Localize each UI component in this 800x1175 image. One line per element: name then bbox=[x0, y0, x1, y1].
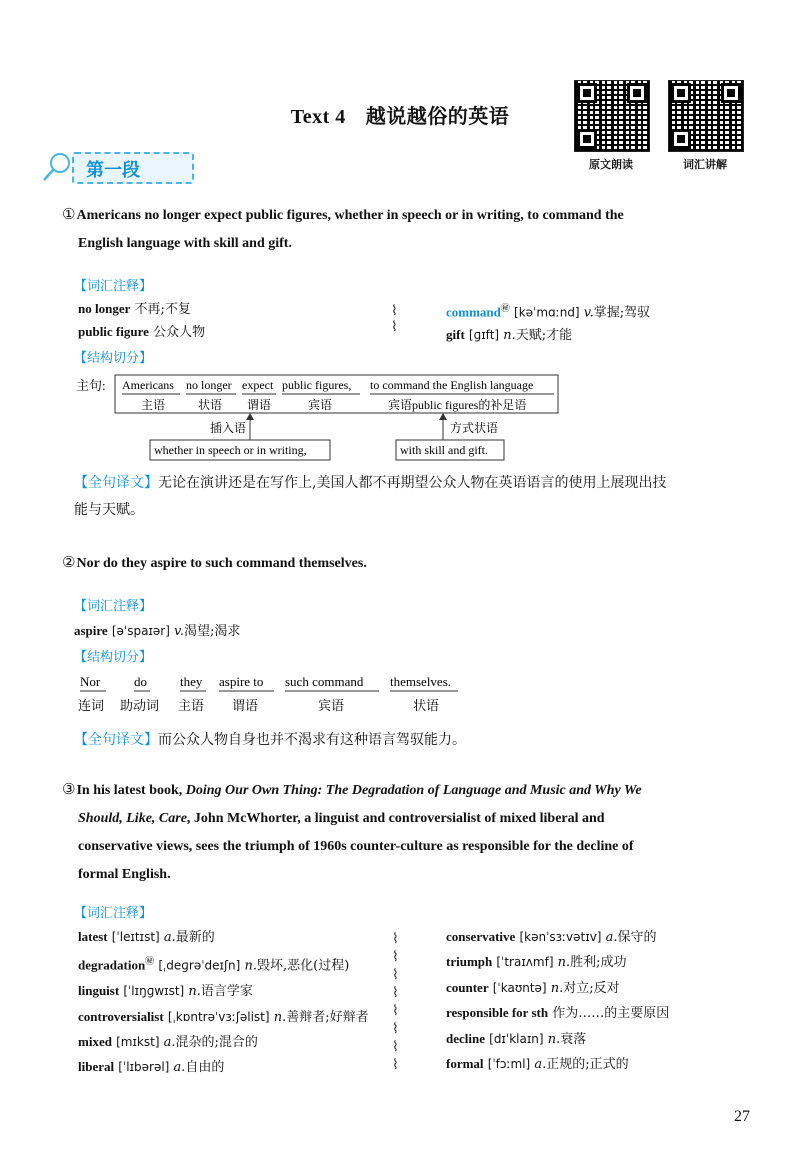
struct-role: 连词 bbox=[78, 698, 105, 713]
text-label: Text 4 bbox=[290, 106, 346, 128]
sentence-text: Americans no longer expect public figures, whether in speech or in writing, to command the bbox=[76, 208, 624, 223]
vocab-item: responsible for sth 作为……的主要原因 bbox=[446, 1005, 670, 1022]
qr-code-vocab[interactable] bbox=[668, 80, 744, 152]
vocab-item: conservative [kənˈsɜːvətɪv] a.保守的 bbox=[446, 929, 657, 945]
sentence-3 bbox=[62, 775, 748, 889]
vocab-item: formal [ˈfɔːml] a.正规的;正式的 bbox=[446, 1056, 629, 1073]
translation-1: 【全句译文】无论在演讲还是在写作上,美国人都不再期望公众人物在英语语言的使用上展现出技 能与天赋。 bbox=[74, 475, 667, 518]
vocab-item: no longer 不再;不复 bbox=[78, 301, 191, 317]
struct-word: they bbox=[180, 674, 203, 689]
qr-caption-reading: 原文朗读 bbox=[589, 158, 633, 171]
struct-role: 谓语 bbox=[247, 398, 272, 412]
struct-role: 状语 bbox=[413, 698, 440, 713]
translation-2: 【全句译文】而公众人物自身也并不渴求有这种语言驾驭能力。 bbox=[74, 732, 466, 748]
struct-role: 宾语public figures的补足语 bbox=[388, 398, 527, 412]
book-title: Doing Our Own Thing: The Degradation of Language and Music and Why We bbox=[185, 783, 642, 798]
title-text: 越说越俗的英语 bbox=[365, 104, 510, 128]
adverbial-text: with skill and gift. bbox=[400, 443, 488, 457]
sentence-2 bbox=[62, 548, 748, 578]
vocab-label: 【词汇注释】 bbox=[74, 279, 153, 294]
sentence-text: In his latest book, bbox=[76, 783, 186, 798]
struct-role: 谓语 bbox=[232, 698, 259, 713]
structure-diagram-2 bbox=[70, 670, 490, 720]
vocab-list-right bbox=[446, 298, 650, 347]
struct-word: expect bbox=[242, 378, 274, 392]
struct-role: 状语 bbox=[198, 398, 223, 412]
vocab-item: mixed [mɪkst] a.混杂的;混合的 bbox=[78, 1033, 258, 1050]
squiggle-divider: ⌇ ⌇ ⌇ ⌇ ⌇ ⌇ ⌇ ⌇ bbox=[392, 931, 399, 1073]
vocab-item: counter [ˈkaʊntə] n.对立;反对 bbox=[446, 979, 620, 996]
sentence-text: conservative views, sees the triumph of 1960s counter-culture as responsible for the decline of bbox=[78, 839, 634, 854]
vocab-item: liberal [ˈlɪbərəl] a.自由的 bbox=[78, 1059, 225, 1076]
vocab-item: triumph [ˈtraɪʌmf] n.胜利;成功 bbox=[446, 954, 627, 971]
struct-word: do bbox=[134, 674, 147, 689]
page-number: 27 bbox=[734, 1108, 750, 1125]
struct-role: 助动词 bbox=[120, 698, 160, 713]
struct-role: 宾语 bbox=[308, 398, 333, 412]
struct-word: no longer bbox=[186, 378, 232, 392]
section-tag bbox=[72, 152, 194, 184]
vocab-item: command㊙ [kəˈmɑːnd] v.掌握;驾驭 bbox=[446, 304, 651, 321]
struct-role: 主语 bbox=[178, 698, 205, 713]
vocab-item: gift [ɡɪft] n.天赋;才能 bbox=[446, 327, 573, 344]
squiggle-divider: ⌇ ⌇ bbox=[391, 303, 398, 335]
vocab-list-left bbox=[78, 925, 369, 1081]
vocab-item: linguist [ˈlɪŋɡwɪst] n.语言学家 bbox=[78, 983, 253, 1000]
adverbial-label: 方式状语 bbox=[450, 421, 499, 435]
vocab-item: aspire [əˈspaɪər] v.渴望;渴求 bbox=[74, 623, 241, 639]
structure-label: 【结构切分】 bbox=[74, 351, 153, 366]
sentence-number: ① bbox=[62, 205, 76, 223]
struct-word: public figures, bbox=[282, 378, 352, 392]
sentence-text: Nor do they aspire to such command themselves. bbox=[76, 556, 367, 571]
vocab-item: decline [dɪˈklaɪn] n.衰落 bbox=[446, 1030, 587, 1047]
struct-role: 主语 bbox=[141, 398, 166, 412]
vocab-item: public figure 公众人物 bbox=[78, 324, 206, 340]
insert-text: whether in speech or in writing, bbox=[154, 443, 307, 457]
vocab-label: 【词汇注释】 bbox=[74, 599, 153, 614]
struct-word: Americans bbox=[122, 378, 174, 392]
sentence-number: ② bbox=[62, 553, 76, 571]
book-title: Should, Like, Care bbox=[78, 811, 187, 826]
vocab-list-right bbox=[446, 925, 669, 1077]
vocab-list-left bbox=[78, 298, 205, 344]
vocab-item: latest [ˈleɪtɪst] a.最新的 bbox=[78, 929, 215, 945]
magnifier-icon bbox=[40, 150, 74, 184]
structure-label: 【结构切分】 bbox=[74, 650, 153, 665]
sentence-1 bbox=[62, 200, 748, 258]
struct-word: Nor bbox=[80, 674, 101, 689]
section-label: 第一段 bbox=[86, 160, 140, 181]
sentence-number: ③ bbox=[62, 780, 76, 798]
sentence-text: English language with skill and gift. bbox=[78, 236, 292, 251]
vocab-item: controversialist [ˌkɒntrəˈvɜːʃəlist] n.善辩者;好辩者 bbox=[78, 1008, 369, 1025]
qr-caption-vocab: 词汇讲解 bbox=[683, 158, 727, 171]
vocab-list bbox=[74, 620, 240, 643]
insert-label: 插入语 bbox=[210, 421, 247, 435]
struct-word: aspire to bbox=[219, 674, 264, 689]
sentence-text: , John McWhorter, a linguist and controversialist of mixed liberal and bbox=[186, 811, 605, 826]
qr-code-reading[interactable] bbox=[574, 80, 650, 152]
vocab-item: degradation㊙ [ˌdeɡrəˈdeɪʃn] n.毁坏,恶化(过程) bbox=[78, 957, 350, 974]
vocab-label: 【词汇注释】 bbox=[74, 906, 153, 921]
structure-diagram-1 bbox=[70, 370, 570, 465]
struct-word: themselves. bbox=[390, 674, 452, 689]
struct-role: 宾语 bbox=[318, 698, 345, 713]
main-clause-label: 主句: bbox=[76, 378, 106, 393]
sentence-text: formal English. bbox=[78, 867, 171, 882]
struct-word: to command the English language bbox=[370, 378, 534, 392]
struct-word: such command bbox=[285, 674, 364, 689]
